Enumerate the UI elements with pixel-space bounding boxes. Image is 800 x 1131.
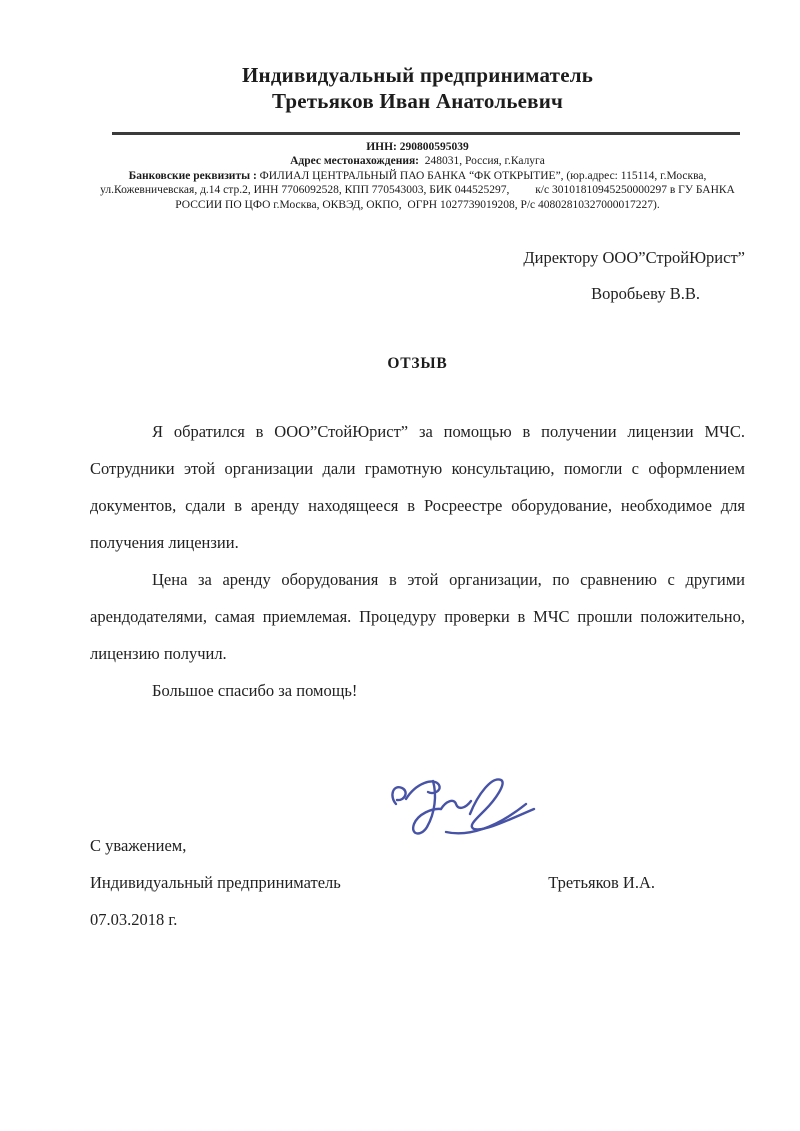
address-label: Адрес местонахождения: (290, 155, 419, 168)
signature-stroke (406, 781, 440, 799)
inn-label: ИНН: (366, 141, 397, 153)
bank-value: ФИЛИАЛ ЦЕНТРАЛЬНЫЙ ПАО БАНКА “ФК ОТКРЫТИЕ”, (юр.адрес: 115114, г.Москва, ул.Кожевничевская, д.14 стр.2, ИНН 7706092528, КПП 770543003, БИК 044525297, к/с 30101810945250000297 в ГУ БАНКА РОССИИ ПО ЦФО г.Москва, ОКВЭД, ОКПО, ОГРН 1027739019208, Р/с 40802810327000017227). (100, 169, 735, 211)
letterhead-title-line1: Индивидуальный предприниматель (241, 63, 594, 87)
letterhead (90, 62, 745, 212)
requisites-block (90, 140, 745, 212)
body-paragraph-2: Цена за аренду оборудования в этой организации, по сравнению с другими арендодателями, самая приемлемая. Процедуру проверки в МЧС прошли положительно, лицензию получил. (90, 570, 745, 664)
signer-row (90, 864, 745, 901)
requisites-address-line (90, 154, 745, 168)
body-paragraph-3: Большое спасибо за помощь! (152, 681, 358, 701)
address-value: 248031, Россия, г.Калуга (421, 155, 545, 168)
addressee-line2: Воробьеву В.В. (591, 284, 700, 304)
letter-body (90, 413, 745, 709)
bank-label: Банковские реквизиты : (128, 169, 257, 182)
date-line: 07.03.2018 г. (90, 910, 178, 930)
letterhead-title-line2: Третьяков Иван Анатольевич (271, 89, 564, 113)
signature-stroke (392, 787, 405, 804)
inn-value: 290800595039 (399, 141, 469, 153)
body-paragraph-1: Я обратился в ООО”СтойЮрист” за помощью в получении лицензии МЧС. Сотрудники этой организации дали грамотную консультацию, помогли с оформлением документов, сдали в аренду находящееся в Росреестре оборудование, необходимое для получения лицензии. (90, 422, 745, 553)
subject-heading: ОТЗЫВ (387, 355, 448, 373)
signature-block (90, 827, 745, 938)
requisites-bank-line (90, 169, 745, 212)
signer-name: Третьяков И.А. (548, 873, 655, 893)
addressee-line1: Директору ООО”СтройЮрист” (523, 248, 745, 268)
signer-role: Индивидуальный предприниматель (90, 873, 341, 893)
signature-stroke (470, 779, 534, 829)
signature-stroke (441, 801, 471, 809)
closing-line: С уважением, (90, 836, 187, 856)
letterhead-divider (112, 132, 740, 135)
requisites-inn-line (90, 140, 745, 154)
addressee-block (90, 248, 745, 303)
signature-stroke (413, 781, 441, 833)
